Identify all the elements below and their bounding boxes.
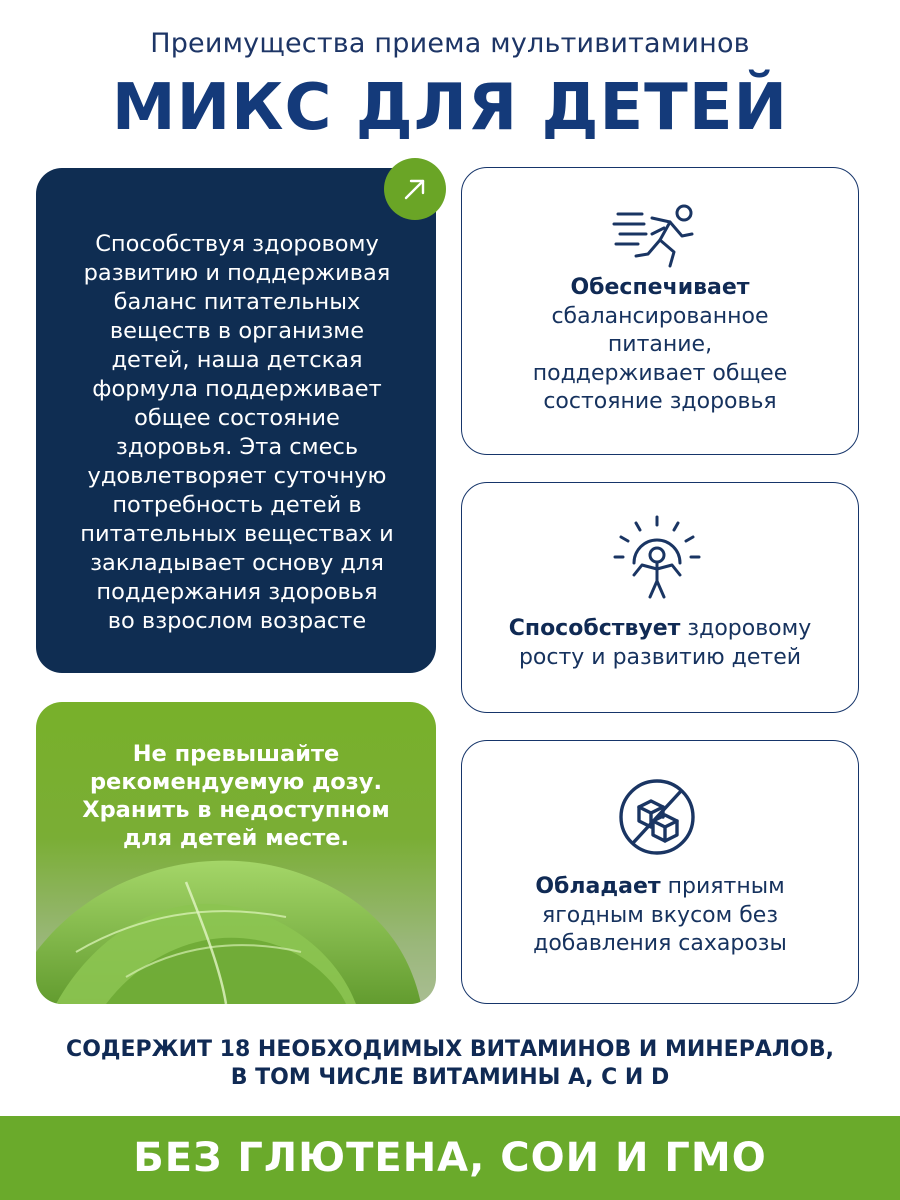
feature-bold: Обеспечивает [570,275,750,300]
info-line: баланс питательных [113,289,361,315]
info-line: общее состояние [134,405,340,431]
warning-line: Хранить в недоступном [82,797,390,823]
feature-nutrition-text [461,274,859,417]
feature-line: ягодным вкусом без [541,902,779,928]
page-subtitle: Преимущества приема мультивитаминов [150,28,750,59]
info-line: во взрослом возрасте [107,608,367,634]
vitamins-note-line: В ТОМ ЧИСЛЕ ВИТАМИНЫ А, С И D [230,1065,670,1090]
feature-line: поддерживает общее [532,360,788,386]
arrow-up-right-icon [384,158,446,220]
feature-bold: Способствует [508,616,681,641]
vitamins-note [0,1036,900,1092]
feature-bold: Обладает [535,874,661,899]
info-line: потребность детей в [112,492,362,518]
feature-line: приятным [660,874,785,899]
info-card-text [44,230,430,636]
feature-line: состояние здоровья [543,389,777,414]
feature-line: здоровому [680,616,812,641]
no-sugar-icon [617,777,697,861]
info-line: питательных веществах и [80,521,394,547]
feature-line: сбалансированное [551,303,769,329]
feature-line: питание, [607,332,713,357]
warning-line: Не превышайте [132,741,340,767]
vitamins-note-line: СОДЕРЖИТ 18 НЕОБХОДИМЫХ ВИТАМИНОВ И МИНЕРАЛОВ, [66,1037,834,1062]
running-person-icon [612,200,702,274]
radiant-person-icon [612,515,702,607]
footer-bar [0,1116,900,1200]
warning-card-text [36,740,436,852]
info-line: Способствуя здоровому [95,231,379,257]
info-line: поддержания здоровья [96,579,378,605]
page-title: МИКС ДЛЯ ДЕТЕЙ [111,71,789,145]
feature-line: добавления сахарозы [533,931,787,956]
footer-text: БЕЗ ГЛЮТЕНА, СОИ И ГМО [133,1135,767,1181]
warning-line: для детей месте. [122,825,350,851]
info-line: здоровья. Эта смесь [115,434,359,460]
info-line: удовлетворяет суточную [87,463,387,489]
feature-growth-text [461,615,859,672]
info-line: развитию и поддерживая [83,260,391,286]
warning-line: рекомендуемую дозу. [89,769,383,795]
feature-taste-text [461,873,859,959]
info-line: закладывает основу для [90,550,384,576]
info-line: детей, наша детская [111,347,363,373]
info-line: формула поддерживает [92,376,382,402]
feature-line: росту и развитию детей [518,644,802,670]
info-line: веществ в организме [109,318,365,344]
